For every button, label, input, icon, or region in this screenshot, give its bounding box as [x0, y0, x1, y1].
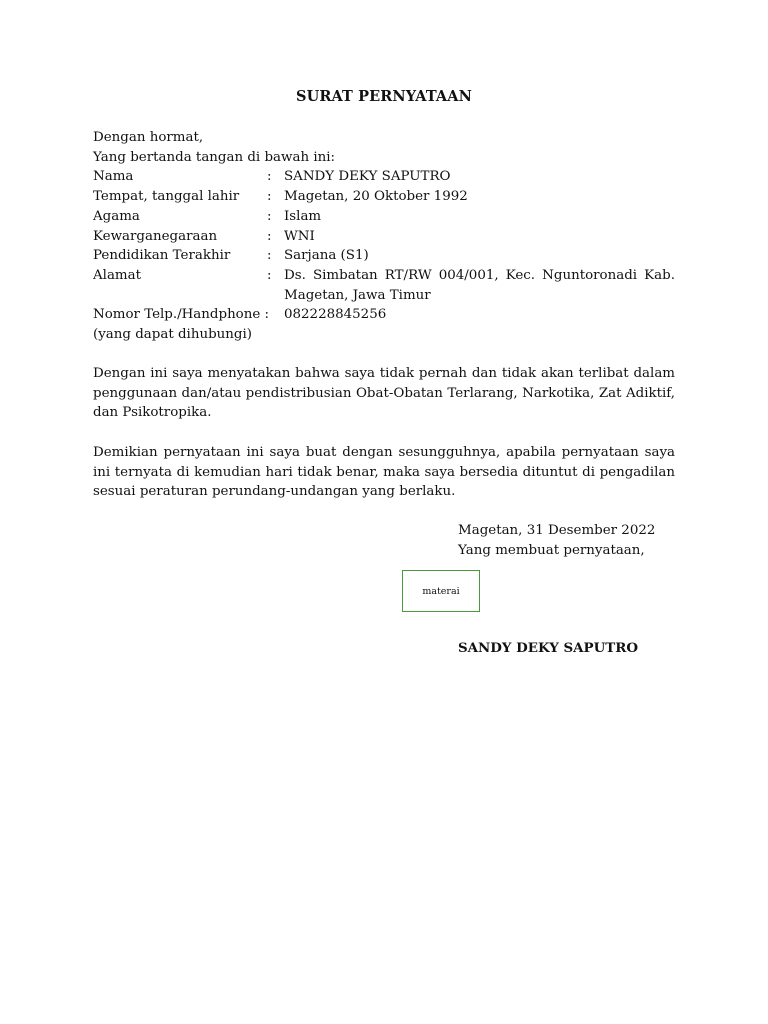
field-value: WNI [284, 228, 315, 244]
field-colon: : [267, 248, 272, 264]
intro-line: Yang bertanda tangan di bawah ini: [93, 149, 336, 165]
field-row-ttl [93, 187, 675, 207]
field-row-kewarganegaraan [93, 227, 675, 247]
identity-section [93, 128, 675, 345]
place-date: Magetan, 31 Desember 2022 [458, 523, 656, 538]
field-row-pendidikan [93, 246, 675, 266]
materai-stamp-box [402, 570, 480, 612]
signer-name: SANDY DEKY SAPUTRO [458, 640, 639, 656]
field-label: Kewarganegaraan [93, 228, 218, 244]
field-value: Magetan, 20 Oktober 1992 [284, 189, 468, 205]
phone-label: Nomor Telp./Handphone : [93, 307, 270, 323]
field-colon: : [267, 189, 272, 205]
signature-block [458, 521, 655, 560]
field-colon: : [267, 208, 272, 224]
field-value: Islam [284, 208, 322, 224]
field-value: SANDY DEKY SAPUTRO [284, 169, 451, 185]
field-label: Tempat, tanggal lahir [93, 189, 240, 205]
field-value: Sarjana (S1) [284, 248, 369, 264]
field-row-nama [93, 167, 675, 187]
field-label: Pendidikan Terakhir [93, 248, 231, 264]
field-row-telepon [93, 305, 675, 325]
closing-line: Yang membuat pernyataan, [458, 542, 645, 558]
field-row-agama [93, 207, 675, 227]
stamp-label: materai [422, 585, 460, 597]
greeting: Dengan hormat, [93, 130, 204, 145]
statement-paragraph: Dengan ini saya menyatakan bahwa saya tidak pernah dan tidak akan terlibat dalam penggunaan dan/atau pendistribusian Obat-Obatan Terlarang, Narkotika, Zat Adiktif, dan Psikotropika. [93, 366, 675, 421]
field-label: Nama [93, 169, 134, 185]
field-value: Ds. Simbatan RT/RW 004/001, Kec. Nguntoronadi Kab. Magetan, Jawa Timur [284, 267, 675, 303]
document-title: SURAT PERNYATAAN [296, 88, 472, 105]
field-colon: : [267, 169, 272, 185]
field-colon: : [267, 267, 272, 283]
field-colon: : [267, 228, 272, 244]
field-label: Agama [93, 208, 140, 224]
field-label: Alamat [93, 267, 141, 283]
field-row-alamat [93, 266, 675, 305]
closing-paragraph: Demikian pernyataan ini saya buat dengan sesungguhnya, apabila pernyataan saya ini ternyata di kemudian hari tidak benar, maka saya bersedia dituntut di pengadilan sesuai peraturan perundang-undangan yang berlaku. [93, 445, 675, 500]
phone-note: (yang dapat dihubungi) [93, 327, 252, 343]
phone-value: 082228845256 [284, 307, 387, 323]
